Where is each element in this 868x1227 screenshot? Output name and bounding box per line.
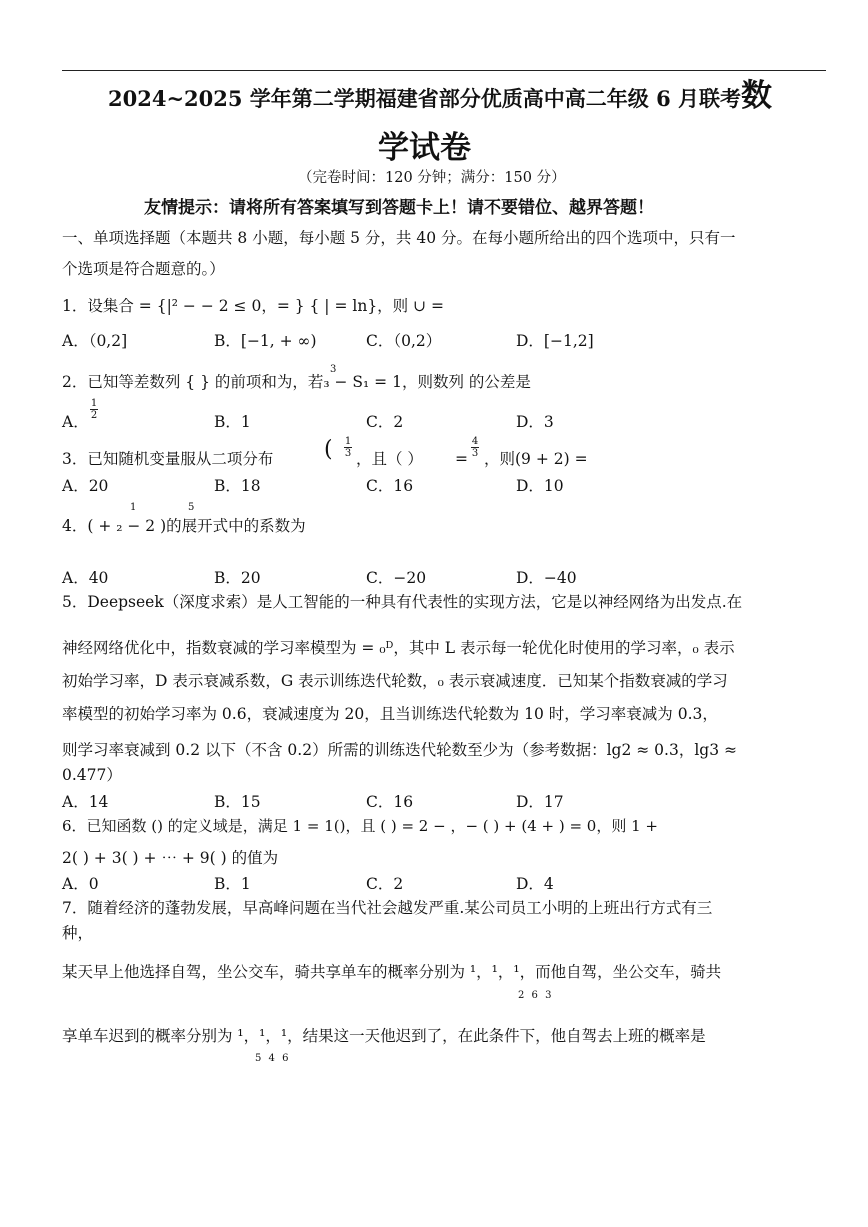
q3-stem: 3．已知随机变量服从二项分布 xyxy=(62,450,274,468)
top-rule xyxy=(62,70,826,71)
q5-line4: 率模型的初始学习率为 0.6，衰减速度为 20，且当训练迭代轮数为 10 时，学习率衰减为 0.3， xyxy=(62,705,718,723)
q6-option-a: A．0 xyxy=(62,875,99,893)
q3-option-c: C．16 xyxy=(366,477,414,495)
q6-option-d: D．4 xyxy=(516,875,554,893)
q4-stem: 4．( + ₂ − 2 )的展开式中的系数为 xyxy=(62,517,306,535)
section1-intro-line1: 一、单项选择题（本题共 8 小题，每小题 5 分，共 40 分。在每小题所给出的四个选项中，只有一 xyxy=(62,229,736,247)
q3-eq-num: 4 xyxy=(471,436,479,447)
q3-paren-left: ( xyxy=(324,437,333,462)
q6-option-c: C．2 xyxy=(366,875,404,893)
q7-line3: 某天早上他选择自驾，坐公交车，骑共享单车的概率分别为 ¹，¹，¹，而他自驾，坐公交车，骑共 xyxy=(62,963,722,981)
q2-option-a: A． xyxy=(62,413,89,431)
q1-option-d: D．[−1,2] xyxy=(516,332,594,350)
q7-line1: 7．随着经济的蓬勃发展，早高峰问题在当代社会越发严重.某公司员工小明的上班出行方式有三 xyxy=(62,899,713,917)
q1-option-b: B．[−1, + ∞) xyxy=(214,332,317,350)
exam-title xyxy=(108,78,773,114)
q4-sup5: 5 xyxy=(188,502,195,513)
q7-line2: 种， xyxy=(62,924,94,942)
q1-stem: 1．设集合 = {|² − − 2 ≤ 0，= } { | = ln}，则 ∪ = xyxy=(62,297,445,315)
q2-option-b: B．1 xyxy=(214,413,251,431)
q5-option-d: D．17 xyxy=(516,793,564,811)
q3-option-d: D．10 xyxy=(516,477,564,495)
q6-line2: 2( ) + 3( ) + ⋯ + 9( ) 的值为 xyxy=(62,849,279,867)
q4-option-b: B．20 xyxy=(214,569,261,587)
exam-title-text: 2024~2025 学年第二学期福建省部分优质高中高二年级 6 月联考 xyxy=(108,86,742,111)
q2-sup: 3 xyxy=(330,364,337,375)
q2-option-a-num: 1 xyxy=(90,398,98,409)
q3-paren-frac xyxy=(344,436,352,459)
q4-option-c: C．−20 xyxy=(366,569,427,587)
q5-line5: 则学习率衰减到 0.2 以下（不含 0.2）所需的训练迭代轮数至少为（参考数据：lg2 ≈ 0.3，lg3 ≈ xyxy=(62,741,737,759)
q3-stem3: ，则(9 + 2) = xyxy=(484,450,588,468)
q7-line4: 享单车迟到的概率分别为 ¹，¹，¹，结果这一天他迟到了，在此条件下，他自驾去上班的概率是 xyxy=(62,1027,706,1045)
q3-eq-den: 3 xyxy=(471,448,479,459)
section1-intro-line2: 个选项是符合题意的。） xyxy=(62,260,225,278)
q5-line6: 0.477） xyxy=(62,766,122,784)
q2-option-a-frac xyxy=(90,398,98,421)
q4-option-d: D．−40 xyxy=(516,569,577,587)
q2-option-c: C．2 xyxy=(366,413,404,431)
q5-line1: 5．Deepseek（深度求索）是人工智能的一种具有代表性的实现方法，它是以神经网络为出发点.在 xyxy=(62,593,743,611)
q1-option-c: C．（0,2） xyxy=(366,332,442,350)
q5-line2: 神经网络优化中，指数衰减的学习率模型为 = ₀ᴰ，其中 L 表示每一轮优化时使用的学习率，₀ 表示 xyxy=(62,639,735,657)
q3-stem2: ，且（ ） xyxy=(356,450,423,468)
q1-option-a: A．（0,2] xyxy=(62,332,128,350)
q5-option-a: A．14 xyxy=(62,793,109,811)
q6-line1: 6．已知函数 () 的定义域是，满足 1 = 1()，且 ( ) = 2 − ，− ( ) + (4 + ) = 0，则 1 + xyxy=(62,817,659,835)
q3-eq-frac xyxy=(471,436,479,459)
exam-title-big-char: 数 xyxy=(741,78,773,114)
q2-stem: 2．已知等差数列 { } 的前项和为，若₃ − S₁ = 1，则数列 的公差是 xyxy=(62,373,531,391)
q4-option-a: A．40 xyxy=(62,569,109,587)
q7-line4-denominators: 5 4 6 xyxy=(255,1053,291,1064)
q3-option-a: A．20 xyxy=(62,477,109,495)
q2-option-a-den: 2 xyxy=(90,410,98,421)
q3-option-b: B．18 xyxy=(214,477,261,495)
q5-line3: 初始学习率，D 表示衰减系数，G 表示训练迭代轮数，₀ 表示衰减速度．已知某个指数衰减的学习 xyxy=(62,672,728,690)
q5-option-b: B．15 xyxy=(214,793,261,811)
exam-title-line2: 学试卷 xyxy=(378,130,471,166)
q5-option-c: C．16 xyxy=(366,793,414,811)
q3-paren-num: 1 xyxy=(344,436,352,447)
q4-sup1: 1 xyxy=(130,502,137,513)
q3-paren-den: 3 xyxy=(344,448,352,459)
q6-option-b: B．1 xyxy=(214,875,251,893)
exam-tip: 友情提示：请将所有答案填写到答题卡上！请不要错位、越界答题！ xyxy=(144,198,654,218)
q2-option-d: D．3 xyxy=(516,413,554,431)
q3-eq: = xyxy=(455,450,468,468)
exam-subtitle: （完卷时间：120 分钟；满分：150 分） xyxy=(298,170,566,186)
q7-line3-denominators: 2 6 3 xyxy=(518,990,554,1001)
